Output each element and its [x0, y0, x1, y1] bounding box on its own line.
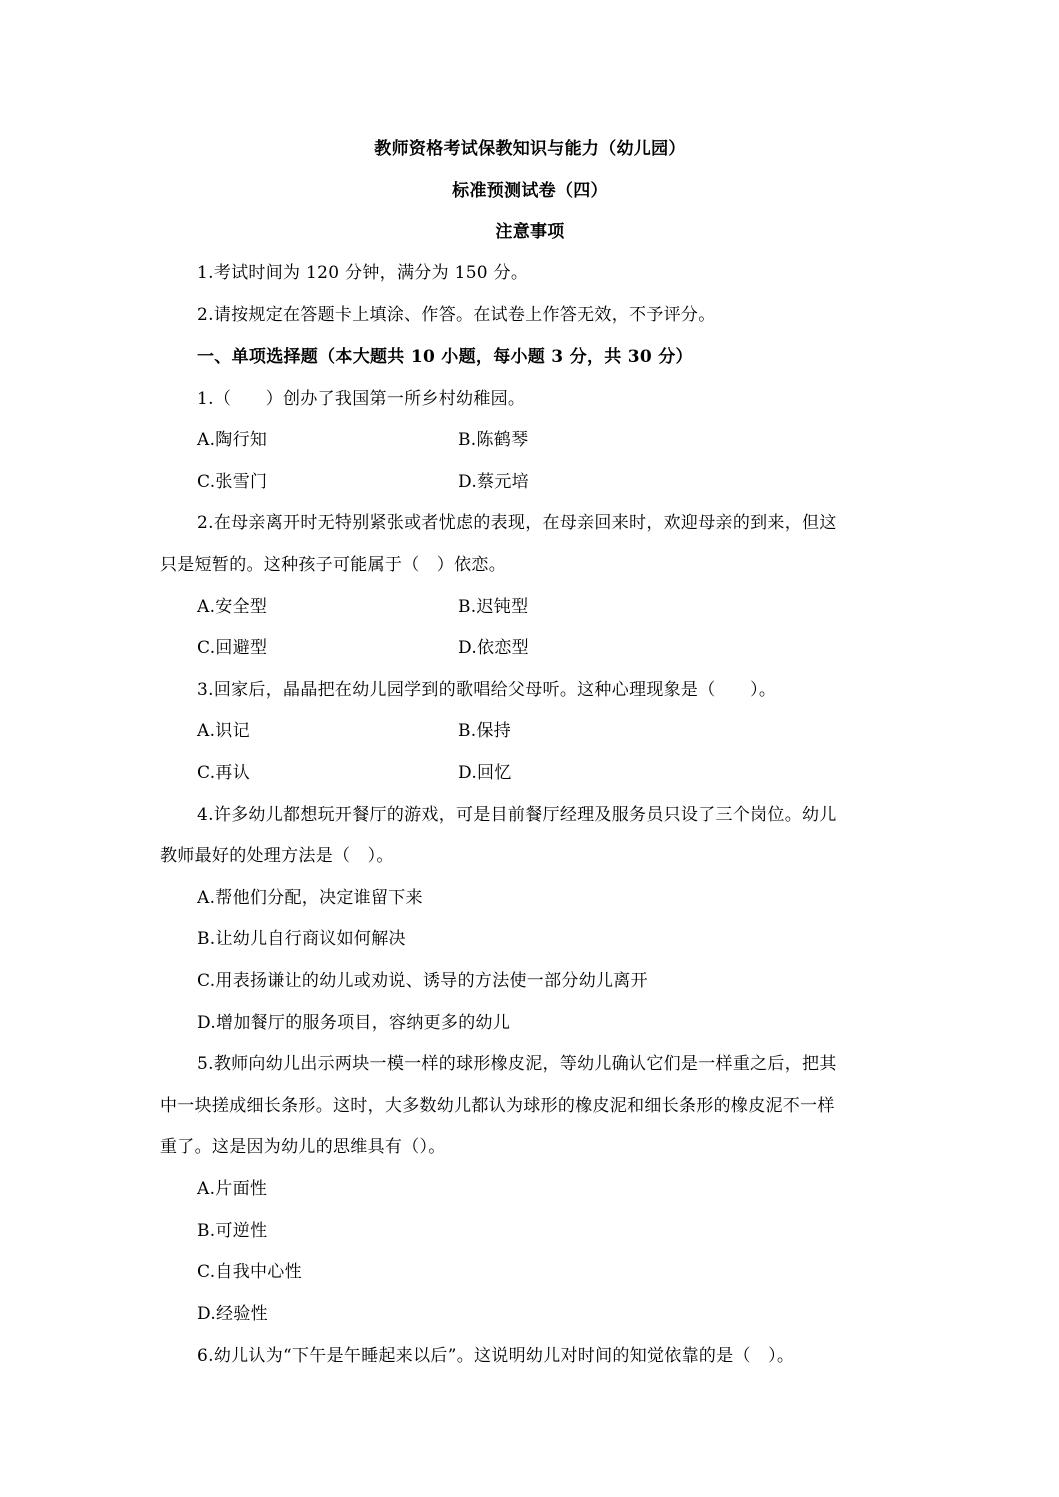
question-2-option-b: B.迟钝型	[458, 597, 529, 617]
question-3-option-c: C.再认	[197, 763, 251, 783]
question-5-stem-line-1: 5.教师向幼儿出示两块一模一样的球形橡皮泥，等幼儿确认它们是一样重之后，把其	[197, 1054, 837, 1074]
question-5-option-a: A.片面性	[197, 1179, 268, 1199]
question-2-stem-line-1: 2.在母亲离开时无特别紧张或者忧虑的表现，在母亲回来时，欢迎母亲的到来，但这	[197, 513, 837, 533]
title-line-3: 注意事项	[495, 222, 565, 242]
question-5-option-c: C.自我中心性	[197, 1262, 302, 1282]
section-heading: 一、单项选择题（本大题共 10 小题，每小题 3 分，共 30 分）	[197, 347, 693, 367]
question-1-stem: 1.（ ）创办了我国第一所乡村幼稚园。	[197, 389, 526, 409]
title-line-2: 标准预测试卷（四）	[452, 181, 608, 201]
question-6-stem: 6.幼儿认为“下午是午睡起来以后”。这说明幼儿对时间的知觉依靠的是（ ）。	[197, 1346, 795, 1366]
question-4-option-b: B.让幼儿自行商议如何解决	[197, 929, 406, 949]
question-4-stem-line-2: 教师最好的处理方法是（ ）。	[160, 846, 394, 866]
note-1: 1.考试时间为 120 分钟，满分为 150 分。	[197, 263, 529, 283]
question-5-option-b: B.可逆性	[197, 1221, 268, 1241]
note-2: 2.请按规定在答题卡上填涂、作答。在试卷上作答无效，不予评分。	[197, 305, 716, 325]
question-5-stem-line-2: 中一块搓成细长条形。这时，大多数幼儿都认为球形的橡皮泥和细长条形的橡皮泥不一样	[160, 1096, 835, 1116]
question-3-option-b: B.保持	[458, 721, 512, 741]
question-2-stem-line-2: 只是短暂的。这种孩子可能属于（ ）依恋。	[160, 555, 506, 575]
question-2-option-a: A.安全型	[197, 597, 268, 617]
question-5-option-d: D.经验性	[197, 1304, 268, 1324]
question-2-option-c: C.回避型	[197, 638, 268, 658]
question-4-stem-line-1: 4.许多幼儿都想玩开餐厅的游戏，可是目前餐厅经理及服务员只设了三个岗位。幼儿	[197, 805, 837, 825]
question-4-option-d: D.增加餐厅的服务项目，容纳更多的幼儿	[197, 1013, 511, 1033]
question-3-option-a: A.识记	[197, 721, 250, 741]
title-line-1: 教师资格考试保教知识与能力（幼儿园）	[374, 139, 686, 159]
question-5-stem-line-3: 重了。这是因为幼儿的思维具有（）。	[160, 1137, 446, 1157]
question-2-option-d: D.依恋型	[458, 638, 529, 658]
question-3-stem: 3.回家后，晶晶把在幼儿园学到的歌唱给父母听。这种心理现象是（ ）。	[197, 680, 777, 700]
question-4-option-c: C.用表扬谦让的幼儿或劝说、诱导的方法使一部分幼儿离开	[197, 971, 648, 991]
question-1-option-a: A.陶行知	[197, 430, 268, 450]
question-1-option-b: B.陈鹤琴	[458, 430, 529, 450]
question-1-option-d: D.蔡元培	[458, 472, 529, 492]
question-4-option-a: A.帮他们分配，决定谁留下来	[197, 888, 423, 908]
question-1-option-c: C.张雪门	[197, 472, 268, 492]
question-3-option-d: D.回忆	[458, 763, 512, 783]
